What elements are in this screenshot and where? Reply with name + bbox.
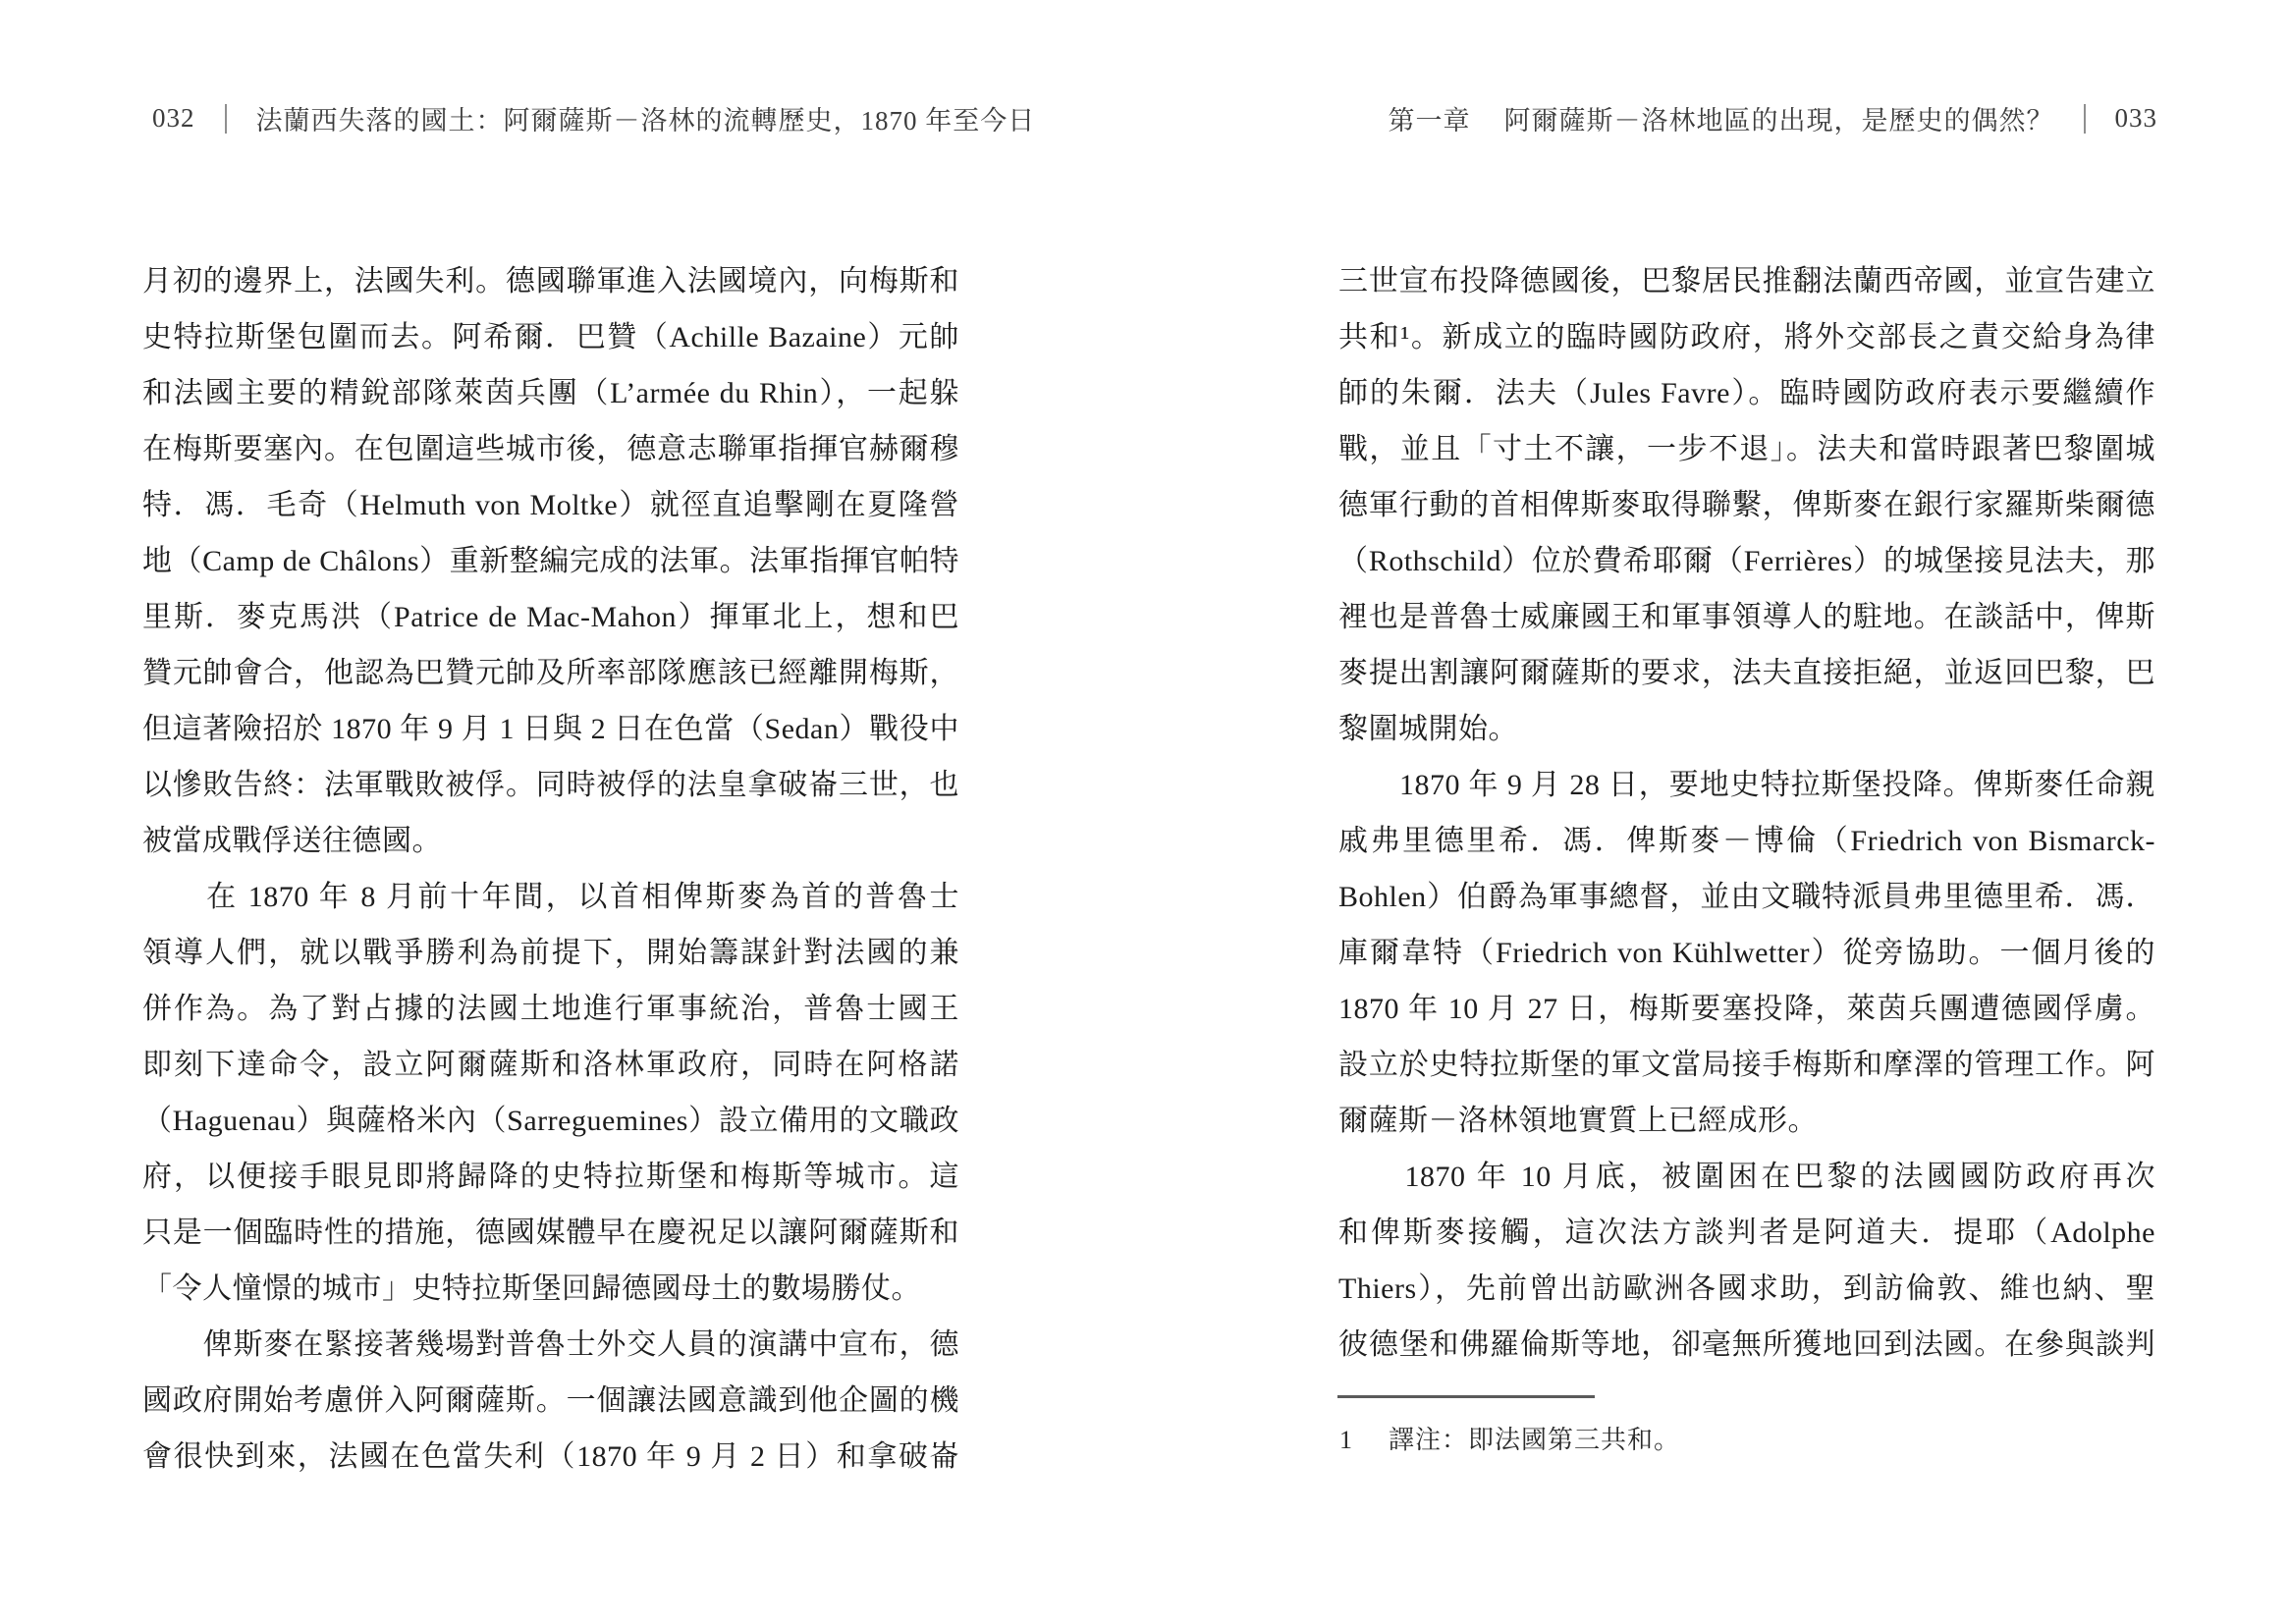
footnote bbox=[1339, 1421, 1680, 1460]
text-line: 戰，並且「寸土不讓，一步不退」。法夫和當時跟著巴黎圍城 bbox=[1338, 433, 2155, 465]
text-line: Thiers），先前曾出訪歐洲各國求助，到訪倫敦、維也納、聖 bbox=[1338, 1272, 2155, 1305]
text-line: 彼德堡和佛羅倫斯等地，卻毫無所獲地回到法國。在參與談判 bbox=[1338, 1328, 2155, 1361]
text-line: 庫爾韋特（Friedrich von Kühlwetter）從旁協助。一個月後的 bbox=[1338, 937, 2155, 969]
text-line: 即刻下達命令，設立阿爾薩斯和洛林軍政府，同時在阿格諾 bbox=[142, 1049, 959, 1081]
text-line: 被當成戰俘送往德國。 bbox=[142, 825, 442, 857]
text-line: 德軍行動的首相俾斯麥取得聯繫，俾斯麥在銀行家羅斯柴爾德 bbox=[1338, 489, 2155, 521]
text-line: 贊元帥會合，他認為巴贊元帥及所率部隊應該已經離開梅斯， bbox=[142, 657, 959, 689]
text-line: 以慘敗告終：法軍戰敗被俘。同時被俘的法皇拿破崙三世，也 bbox=[142, 769, 959, 801]
running-title-right: 阿爾薩斯－洛林地區的出現，是歷史的偶然？ bbox=[1503, 106, 2054, 135]
header-divider-right bbox=[2084, 104, 2086, 134]
page-number-left: 032 bbox=[152, 103, 195, 133]
text-line: 月初的邊界上，法國失利。德國聯軍進入法國境內，向梅斯和 bbox=[142, 265, 959, 298]
text-line: 但這著險招於 1870 年 9 月 1 日與 2 日在色當（Sedan）戰役中 bbox=[142, 713, 959, 745]
text-line: 和俾斯麥接觸，這次法方談判者是阿道夫．提耶（Adolphe bbox=[1338, 1217, 2155, 1249]
text-line: 師的朱爾．法夫（Jules Favre）。臨時國防政府表示要繼續作 bbox=[1338, 377, 2155, 409]
header-divider-left bbox=[225, 104, 227, 134]
text-line: （Rothschild）位於費希耶爾（Ferrières）的城堡接見法夫，那 bbox=[1338, 545, 2155, 577]
footnote-divider bbox=[1337, 1395, 1595, 1398]
text-line: 只是一個臨時性的措施，德國媒體早在慶祝足以讓阿爾薩斯和 bbox=[142, 1217, 959, 1249]
text-line: 併作為。為了對占據的法國土地進行軍事統治，普魯士國王 bbox=[142, 993, 959, 1025]
text-line: 設立於史特拉斯堡的軍文當局接手梅斯和摩澤的管理工作。阿 bbox=[1338, 1049, 2155, 1081]
text-line: 府，以便接手眼見即將歸降的史特拉斯堡和梅斯等城市。這 bbox=[142, 1161, 959, 1193]
text-line: 國政府開始考慮併入阿爾薩斯。一個讓法國意識到他企圖的機 bbox=[142, 1384, 959, 1417]
text-line: 「令人憧憬的城市」史特拉斯堡回歸德國母土的數場勝仗。 bbox=[142, 1272, 921, 1305]
page-left-body bbox=[142, 253, 959, 1485]
text-line: 共和¹。新成立的臨時國防政府，將外交部長之責交給身為律 bbox=[1338, 321, 2155, 353]
text-line: 戚弗里德里希．馮．俾斯麥－博倫（Friedrich von Bismarck- bbox=[1338, 825, 2155, 857]
text-line: 麥提出割讓阿爾薩斯的要求，法夫直接拒絕，並返回巴黎，巴 bbox=[1338, 657, 2155, 689]
text-line: 里斯．麥克馬洪（Patrice de Mac-Mahon）揮軍北上，想和巴 bbox=[142, 601, 959, 633]
running-header-right bbox=[1389, 99, 2158, 137]
page-right-body bbox=[1338, 253, 2155, 1373]
text-line: 在梅斯要塞內。在包圍這些城市後，德意志聯軍指揮官赫爾穆 bbox=[142, 433, 959, 465]
text-line: 爾薩斯－洛林領地實質上已經成形。 bbox=[1338, 1105, 1818, 1137]
text-line: 特．馮．毛奇（Helmuth von Moltke）就徑直追擊剛在夏隆營 bbox=[142, 489, 959, 521]
footnote-marker: 1 bbox=[1339, 1426, 1353, 1454]
text-line: Bohlen）伯爵為軍事總督，並由文職特派員弗里德里希．馮． bbox=[1338, 881, 2155, 913]
footnote-text: 譯注：即法國第三共和。 bbox=[1389, 1426, 1681, 1454]
text-line: 和法國主要的精銳部隊萊茵兵團（L’armée du Rhin），一起躲 bbox=[142, 377, 959, 409]
text-line: 地（Camp de Châlons）重新整編完成的法軍。法軍指揮官帕特 bbox=[142, 545, 959, 577]
text-line: 史特拉斯堡包圍而去。阿希爾．巴贊（Achille Bazaine）元帥 bbox=[142, 321, 959, 353]
text-line: （Haguenau）與薩格米內（Sarreguemines）設立備用的文職政 bbox=[142, 1105, 959, 1137]
text-line: 裡也是普魯士威廉國王和軍事領導人的駐地。在談話中，俾斯 bbox=[1338, 601, 2155, 633]
text-line: 在 1870 年 8 月前十年間，以首相俾斯麥為首的普魯士 bbox=[142, 881, 959, 913]
chapter-label: 第一章 bbox=[1388, 106, 1471, 135]
running-header-left bbox=[152, 99, 1035, 137]
text-line: 1870 年 10 月底，被圍困在巴黎的法國國防政府再次 bbox=[1338, 1161, 2155, 1193]
text-line: 黎圍城開始。 bbox=[1338, 713, 1518, 745]
text-line: 三世宣布投降德國後，巴黎居民推翻法蘭西帝國，並宣告建立 bbox=[1338, 265, 2155, 298]
text-line: 1870 年 9 月 28 日，要地史特拉斯堡投降。俾斯麥任命親 bbox=[1338, 769, 2155, 801]
page-number-right: 033 bbox=[2114, 103, 2157, 133]
text-line: 俾斯麥在緊接著幾場對普魯士外交人員的演講中宣布，德 bbox=[142, 1328, 959, 1361]
running-title-left: 法蘭西失落的國土：阿爾薩斯－洛林的流轉歷史，1870 年至今日 bbox=[255, 106, 1036, 135]
text-line: 領導人們，就以戰爭勝利為前提下，開始籌謀針對法國的兼 bbox=[142, 937, 959, 969]
text-line: 1870 年 10 月 27 日，梅斯要塞投降，萊茵兵團遭德國俘虜。 bbox=[1338, 993, 2155, 1025]
text-line: 會很快到來，法國在色當失利（1870 年 9 月 2 日）和拿破崙 bbox=[142, 1440, 959, 1473]
